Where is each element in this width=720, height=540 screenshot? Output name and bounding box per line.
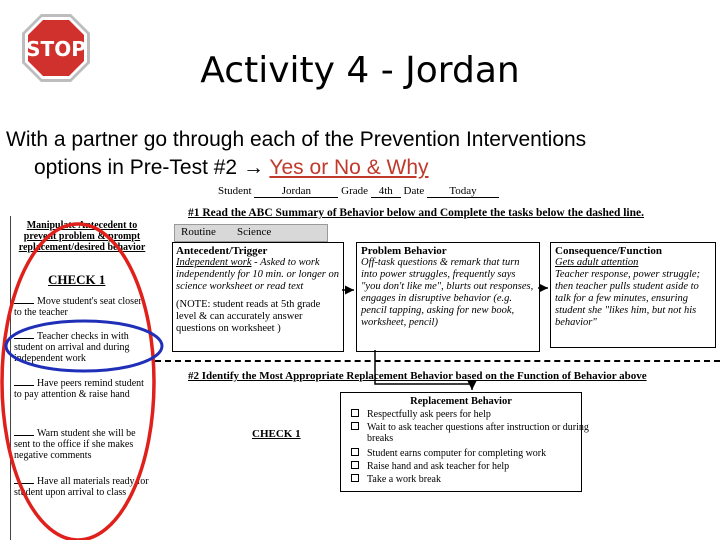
step1-heading: #1 Read the ABC Summary of Behavior below and Complete the tasks below the dashed line.	[188, 207, 644, 219]
red-circle-annotation	[2, 224, 154, 540]
antecedent-note: (NOTE: student reads at 5th grade level & can accurately answer questions on worksheet )	[176, 299, 321, 334]
date-value: Today	[427, 185, 499, 198]
arrow-icon: →	[242, 156, 264, 179]
grade-label: Grade	[341, 185, 368, 197]
antecedent-sub: Independent work	[176, 257, 252, 268]
list-item: Have peers remind student to pay attention & raise hand	[14, 378, 144, 400]
sidebar-title: Manipulate Antecedent to prevent problem & prompt replacement/desired behavior	[18, 220, 146, 253]
date-label: Date	[403, 185, 425, 197]
tab-science: Science	[237, 226, 272, 238]
antecedent-heading: Antecedent/Trigger	[176, 245, 268, 257]
tab-routine: Routine	[181, 226, 216, 238]
replacement-title: Replacement Behavior	[410, 396, 512, 407]
student-label: Student	[218, 185, 252, 197]
list-item: Student earns computer for completing work	[351, 448, 579, 459]
stop-sign-text: STOP	[26, 37, 86, 61]
arrow-icon	[375, 350, 472, 390]
slide-title: Activity 4 - Jordan	[200, 50, 520, 91]
list-item: Take a work break	[351, 474, 579, 485]
consequence-sub: Gets adult attention	[555, 257, 639, 268]
instruction-highlight: Yes or No & Why	[269, 156, 429, 179]
list-item: Have all materials ready for student upon arrival to class	[14, 476, 149, 498]
student-value: Jordan	[254, 185, 338, 198]
list-item: Respectfully ask peers for help	[351, 409, 579, 420]
list-item: Raise hand and ask teacher for help	[351, 461, 579, 472]
list-item: Move student's seat closer to the teacher	[14, 296, 142, 318]
list-item: Wait to ask teacher questions after instruction or during breaks	[351, 422, 595, 444]
consequence-heading: Consequence/Function	[555, 245, 662, 257]
instruction-line-1: With a partner go through each of the Prevention Interventions	[6, 128, 587, 151]
consequence-text: Teacher response, power struggle; then teacher pulls student aside to talk for a few minutes, ensuring student she "likes him, but not his behavior"	[555, 269, 701, 328]
list-item: Warn student she will be sent to the office if she makes negative comments	[14, 428, 136, 461]
instruction-line-2-start: options in Pre-Test #2	[34, 156, 243, 179]
list-item: Teacher checks in with student on arrival and during independent work	[14, 331, 130, 364]
problem-heading: Problem Behavior	[361, 245, 447, 257]
check-heading: CHECK 1	[252, 428, 301, 440]
blue-circle-annotation	[6, 321, 162, 371]
grade-value: 4th	[371, 185, 401, 198]
step2-heading: #2 Identify the Most Appropriate Replacement Behavior based on the Function of Behavior above	[188, 370, 647, 382]
problem-text: Off-task questions & remark that turn into power struggles, frequently says "you don't like me", blurts out responses, engages in disruptive behavior (e.g. pencil tapping, asking for new book, worksheet, pencil)	[361, 257, 534, 328]
sidebar-check-heading: CHECK 1	[48, 272, 106, 287]
antecedent-text: - Asked to work independently for 10 min. or longer on science worksheet or read text	[176, 257, 340, 292]
